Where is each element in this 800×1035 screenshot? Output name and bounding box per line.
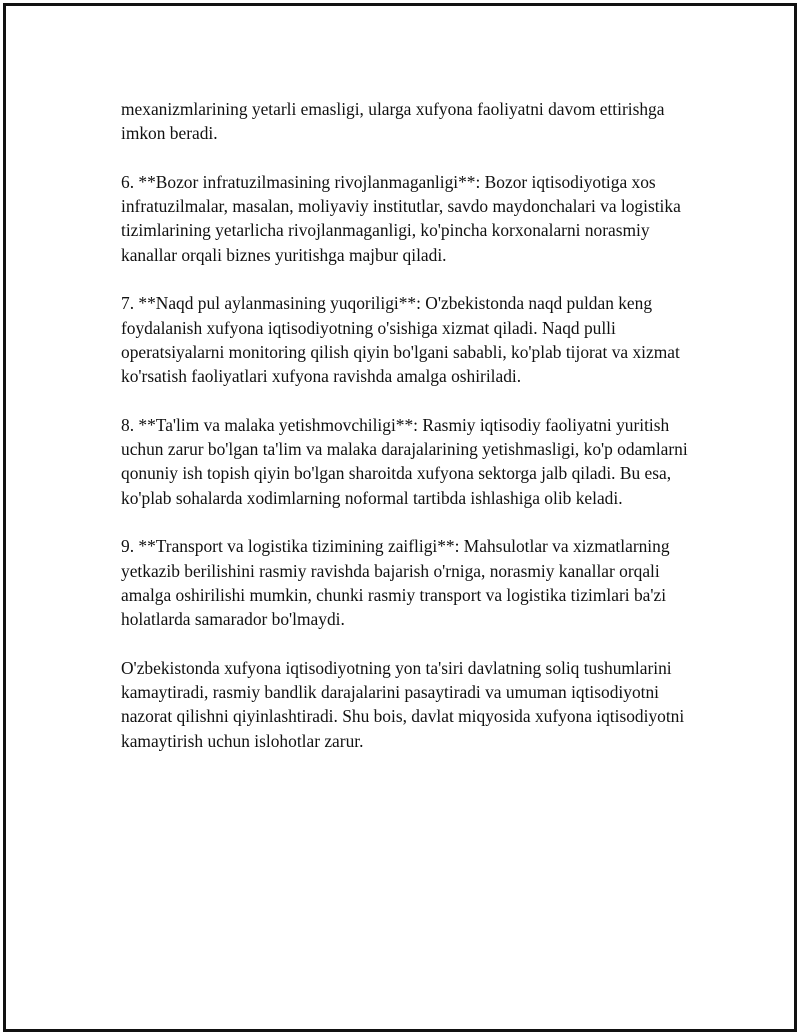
paragraph-item-7: 7. **Naqd pul aylanmasining yuqoriligi**: O'zbekistonda naqd puldan keng foydalanish xufyona iqtisodiyotning o'sishiga xizmat qiladi. Naqd pulli operatsiyalarni monitoring qilish qiyin bo'lgani sababli, ko'plab tijorat va xizmat ko'rsatish faoliyatlari xufyona ravishda amalga oshiriladi. — [121, 293, 680, 387]
paragraph-continuation: mexanizmlarining yetarli emasligi, ularga xufyona faoliyatni davom ettirishga imkon beradi. — [121, 99, 665, 144]
paragraph-item-9: 9. **Transport va logistika tizimining zaifligi**: Mahsulotlar va xizmatlarning yetkazib berilishini rasmiy ravishda bajarish o'rniga, norasmiy kanallar orqali amalga oshirilishi mumkin, chunki rasmiy transport va logistika tizimlari ba'zi holatlarda samarador bo'lmaydi. — [121, 536, 670, 630]
paragraph-item-8: 8. **Ta'lim va malaka yetishmovchiligi**: Rasmiy iqtisodiy faoliyatni yuritish uchun zarur bo'lgan ta'lim va malaka darajalarining yetishmasligi, ko'p odamlarni qonuniy ish topish qiyin bo'lgan sharoitda xufyona sektorga jalb qiladi. Bu esa, ko'plab sohalarda xodimlarning noformal tartibda ishlashiga olib keladi. — [121, 414, 688, 508]
paragraph-conclusion: O'zbekistonda xufyona iqtisodiyotning yon ta'siri davlatning soliq tushumlarini kamaytiradi, rasmiy bandlik darajalarini pasaytiradi va umuman iqtisodiyotni nazorat qilishni qiyinlashtiradi. Shu bois, davlat miqyosida xufyona iqtisodiyotni kamaytirish uchun islohotlar zarur. — [121, 657, 685, 751]
page-frame — [3, 3, 797, 1032]
paragraph-item-6: 6. **Bozor infratuzilmasining rivojlanmaganligi**: Bozor iqtisodiyotiga xos infratuzilmalar, masalan, moliyaviy institutlar, savdo maydonchalari va logistika tizimlarining yetarlicha rivojlanmaganligi, ko'pincha korxonalarni norasmiy kanallar orqali biznes yuritishga majbur qiladi. — [121, 171, 681, 265]
document-body — [121, 97, 701, 753]
